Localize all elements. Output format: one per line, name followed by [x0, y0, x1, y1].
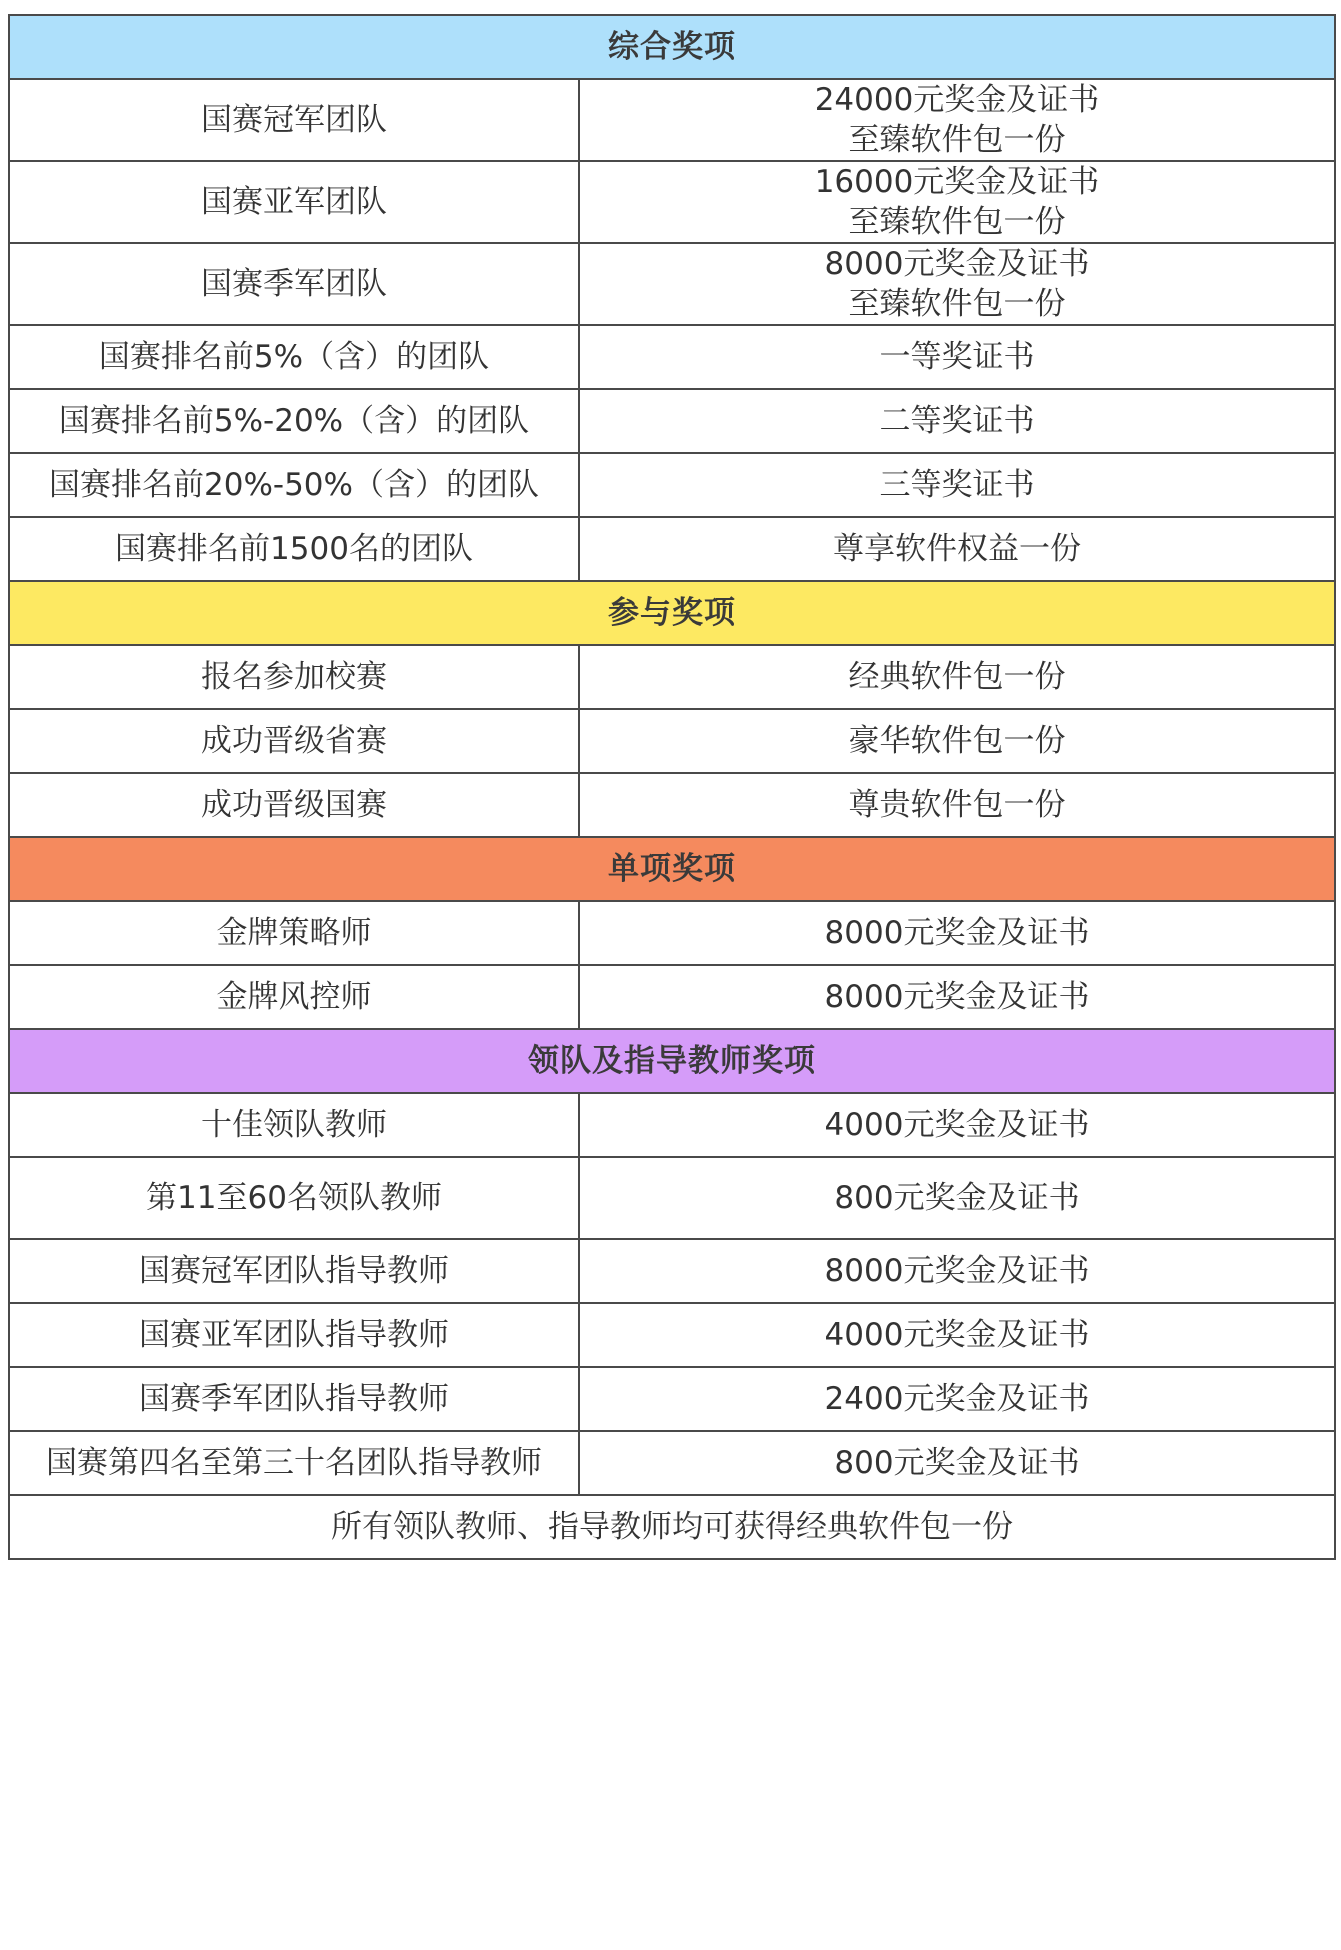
table-row	[9, 325, 1335, 389]
table-row	[9, 1303, 1335, 1367]
prize-line: 4000元奖金及证书	[824, 1107, 1090, 1143]
prize-line: 2400元奖金及证书	[824, 1381, 1090, 1417]
table-row	[9, 243, 1335, 325]
prize-line: 至臻软件包一份	[848, 204, 1066, 240]
prize-line: 800元奖金及证书	[834, 1445, 1080, 1481]
prize-cell	[579, 1093, 1335, 1157]
prize-cell	[579, 1239, 1335, 1303]
section-header-row	[9, 837, 1335, 901]
table-row	[9, 389, 1335, 453]
table-row	[9, 79, 1335, 161]
prize-cell	[579, 1157, 1335, 1239]
section-title: 参与奖项	[9, 581, 1335, 645]
prize-line: 尊贵软件包一份	[848, 787, 1066, 823]
prize-cell	[579, 517, 1335, 581]
table-row	[9, 1239, 1335, 1303]
table-row	[9, 161, 1335, 243]
prize-line: 16000元奖金及证书	[814, 164, 1100, 200]
table-row	[9, 1367, 1335, 1431]
award-name-cell: 十佳领队教师	[9, 1093, 579, 1157]
award-name-cell: 国赛冠军团队指导教师	[9, 1239, 579, 1303]
award-name-cell: 国赛季军团队	[9, 243, 579, 325]
prize-cell	[579, 645, 1335, 709]
award-name-cell: 国赛排名前5%-20%（含）的团队	[9, 389, 579, 453]
award-name-cell: 报名参加校赛	[9, 645, 579, 709]
award-name-cell: 国赛排名前1500名的团队	[9, 517, 579, 581]
table-row	[9, 965, 1335, 1029]
prize-cell	[579, 1431, 1335, 1495]
footer-row	[9, 1495, 1335, 1559]
prize-line: 至臻软件包一份	[848, 122, 1066, 158]
prize-line: 8000元奖金及证书	[824, 915, 1090, 951]
award-name-cell: 国赛冠军团队	[9, 79, 579, 161]
prize-cell	[579, 1303, 1335, 1367]
award-name-cell: 金牌策略师	[9, 901, 579, 965]
award-name-cell: 金牌风控师	[9, 965, 579, 1029]
table-row	[9, 517, 1335, 581]
prize-line: 8000元奖金及证书	[824, 979, 1090, 1015]
award-name-cell: 成功晋级省赛	[9, 709, 579, 773]
prize-line: 二等奖证书	[879, 403, 1035, 439]
prize-cell	[579, 161, 1335, 243]
prize-line: 三等奖证书	[879, 467, 1035, 503]
table-row	[9, 709, 1335, 773]
table-row	[9, 901, 1335, 965]
table-row	[9, 773, 1335, 837]
prize-line: 尊享软件权益一份	[833, 531, 1081, 567]
award-name-cell: 第11至60名领队教师	[9, 1157, 579, 1239]
award-name-cell: 国赛第四名至第三十名团队指导教师	[9, 1431, 579, 1495]
prize-cell	[579, 79, 1335, 161]
prize-cell	[579, 453, 1335, 517]
awards-table	[8, 14, 1336, 1560]
prize-cell	[579, 325, 1335, 389]
table-row	[9, 1157, 1335, 1239]
prize-line: 800元奖金及证书	[834, 1180, 1080, 1216]
table-row	[9, 1431, 1335, 1495]
table-row	[9, 645, 1335, 709]
prize-cell	[579, 965, 1335, 1029]
prize-cell	[579, 389, 1335, 453]
award-name-cell: 国赛季军团队指导教师	[9, 1367, 579, 1431]
prize-line: 经典软件包一份	[848, 659, 1066, 695]
section-header-row	[9, 1029, 1335, 1093]
section-header-row	[9, 15, 1335, 79]
prize-line: 8000元奖金及证书	[824, 246, 1090, 282]
prize-line: 4000元奖金及证书	[824, 1317, 1090, 1353]
table-row	[9, 453, 1335, 517]
section-title: 领队及指导教师奖项	[9, 1029, 1335, 1093]
award-name-cell: 国赛亚军团队	[9, 161, 579, 243]
prize-line: 一等奖证书	[879, 339, 1035, 375]
prize-cell	[579, 1367, 1335, 1431]
section-title: 综合奖项	[9, 15, 1335, 79]
prize-line: 8000元奖金及证书	[824, 1253, 1090, 1289]
footer-note: 所有领队教师、指导教师均可获得经典软件包一份	[9, 1495, 1335, 1559]
prize-cell	[579, 773, 1335, 837]
prize-line: 至臻软件包一份	[848, 286, 1066, 322]
prize-cell	[579, 243, 1335, 325]
prize-cell	[579, 709, 1335, 773]
award-name-cell: 国赛排名前5%（含）的团队	[9, 325, 579, 389]
award-name-cell: 国赛亚军团队指导教师	[9, 1303, 579, 1367]
section-title: 单项奖项	[9, 837, 1335, 901]
award-name-cell: 国赛排名前20%-50%（含）的团队	[9, 453, 579, 517]
prize-cell	[579, 901, 1335, 965]
prize-line: 豪华软件包一份	[848, 723, 1066, 759]
section-header-row	[9, 581, 1335, 645]
prize-line: 24000元奖金及证书	[814, 82, 1100, 118]
table-row	[9, 1093, 1335, 1157]
award-name-cell: 成功晋级国赛	[9, 773, 579, 837]
